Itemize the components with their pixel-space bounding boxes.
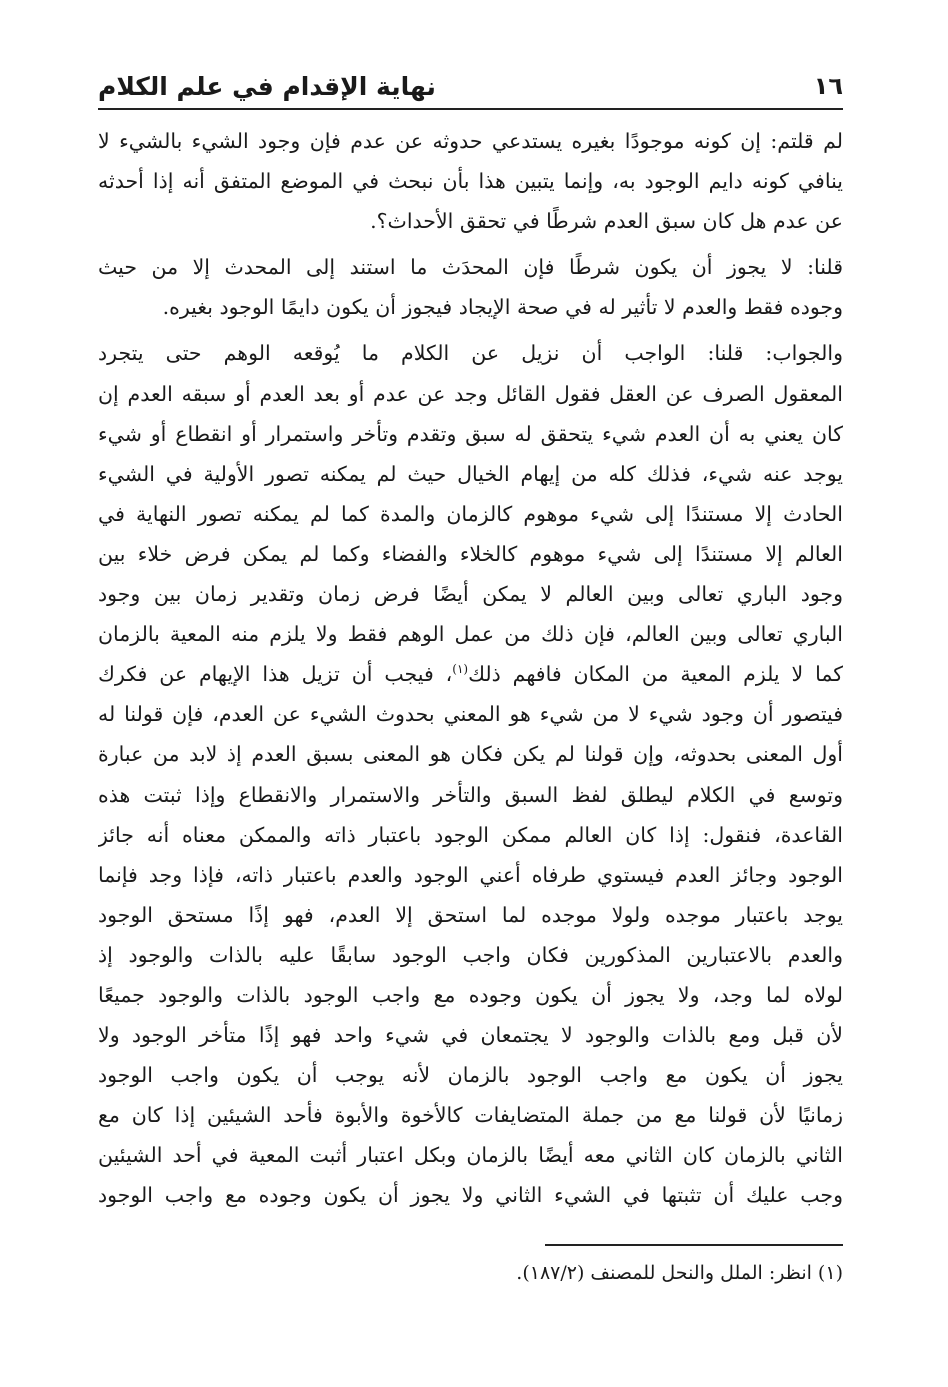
page-number: ١٦ — [813, 72, 843, 100]
text-line: الحادث إلا مستندًا إلى شيء موهوم كالزمان والمدة كما لم يمكنه تصور النهاية في — [98, 501, 843, 526]
text-line: العالم إلا مستندًا إلى شيء موهوم كالخلاء والفضاء وكما لم يمكن فرض خلاء بين — [98, 541, 843, 566]
text-line: يوجد باعتبار موجده ولولا موجده لما استحق إلا العدم، فهو إذًا مستحق الوجود — [98, 902, 843, 927]
footnote-rule — [545, 1244, 843, 1246]
body-text — [98, 121, 843, 1216]
text-line: ينافي كونه دايم الوجود به، وإنما يتبين هذا بأن نبحث في الموضع المتفق أنه إذا أحدثه — [98, 169, 843, 194]
running-title: نهاية الإقدام في علم الكلام — [98, 72, 436, 101]
text-line: وتوسع في الكلام ليطلق لفظ السبق والتأخر والاستمرار والانقطاع وإذا ثبتت هذه — [98, 782, 843, 807]
text-line: لأن قبل ومع بالذات والوجود لا يجتمعان في شيء واحد فهو إذًا متأخر الوجود ولا — [98, 1023, 843, 1048]
text-line: فيتصور أن وجود شيء لا من شيء هو المعني بحدوث الشيء عن العدم، فإن قولنا له — [98, 702, 843, 727]
text-line: المعقول الصرف عن العقل فقول القائل وجد عن عدم أو بعد العدم أو سبقه العدم إن — [98, 381, 843, 406]
text-line: زمانيًا لأن قولنا مع من جملة المتضايفات كالأخوة والأبوة فأحد الشيئين إذا كان مع — [98, 1103, 843, 1128]
line-text: كما لا يلزم المعية من المكان فافهم ذلك — [468, 662, 843, 687]
text-line: أول المعنى بحدوثه، وإن قولنا لم يكن فكان هو المعنى بسبق العدم إذ لابد من عبارة — [98, 742, 843, 767]
footnote: (١) انظر: الملل والنحل للمصنف (١٨٧/٢). — [516, 1262, 843, 1284]
text-line: كان يعني به أن العدم شيء يتحقق له سبق وتقدم وتأخر واستمرار أو انقطاع أو شيء — [98, 421, 843, 446]
text-line: وجوده فقط والعدم لا تأثير له في صحة الإيجاد فيجوز أن يكون دايمًا الوجود بغيره. — [162, 295, 843, 320]
text-line: والجواب: قلنا: الواجب أن نزيل عن الكلام ما يُوقعه الوهم حتى يتجرد — [98, 341, 843, 366]
text-line: الوجود وجائز العدم فيستوي طرفاه أعني الوجود والعدم باعتبار ذاته، فإذا وجد فإنما — [98, 862, 843, 887]
text-line: عن عدم هل كان سبق العدم شرطًا في تحقق الأحداث؟. — [370, 209, 843, 234]
text-line-with-footnote — [98, 654, 843, 694]
text-line: القاعدة، فنقول: إذا كان العالم ممكن الوجود باعتبار ذاته والممكن معناه أنه جائز — [98, 822, 843, 847]
text-line: الثاني بالزمان كان الثاني معه أيضًا بالزمان وبكل اعتبار أثبت المعية في أحد الشيئين — [98, 1143, 843, 1168]
page-header — [98, 70, 843, 110]
line-text: ، فيجب أن تزيل هذا الإيهام عن فكرك — [98, 662, 453, 687]
footnote-reference[interactable]: (١) — [452, 662, 469, 677]
text-line: يجوز أن يكون مع واجب الوجود بالزمان لأنه يوجب أن يكون واجب الوجود — [98, 1063, 843, 1088]
text-line: وجود الباري تعالى وبين العالم لا يمكن أيضًا فرض زمان وتقدير زمان بين وجود — [98, 582, 843, 607]
text-line: قلنا: لا يجوز أن يكون شرطًا فإن المحدَث ما استند إلى المحدث إلا من حيث — [98, 255, 843, 280]
text-line: وجب عليك أن تثبتها في الشيء الثاني ولا يجوز أن يكون وجوده مع واجب الوجود — [98, 1183, 843, 1208]
text-line: الباري تعالى وبين العالم، فإن ذلك من عمل الوهم فقط ولا يلزم منه المعية بالزمان — [98, 622, 843, 647]
text-line: والعدم بالاعتبارين المذكورين فكان واجب الوجود سابقًا عليه بالذات والوجود إذ — [98, 942, 843, 967]
text-line: لولاه لما وجد، ولا يجوز أن يكون وجوده مع واجب الوجود بالذات والوجود جميعًا — [98, 982, 843, 1007]
text-line: يوجد عنه شيء، فذلك كله من إيهام الخيال حيث لم يمكنه تصور الأولية في الشيء — [98, 461, 843, 486]
text-line: لم قلتم: إن كونه موجودًا بغيره يستدعي حدوثه عن عدم فإن وجود الشيء بالشيء لا — [98, 129, 843, 153]
header-rule — [98, 108, 843, 110]
